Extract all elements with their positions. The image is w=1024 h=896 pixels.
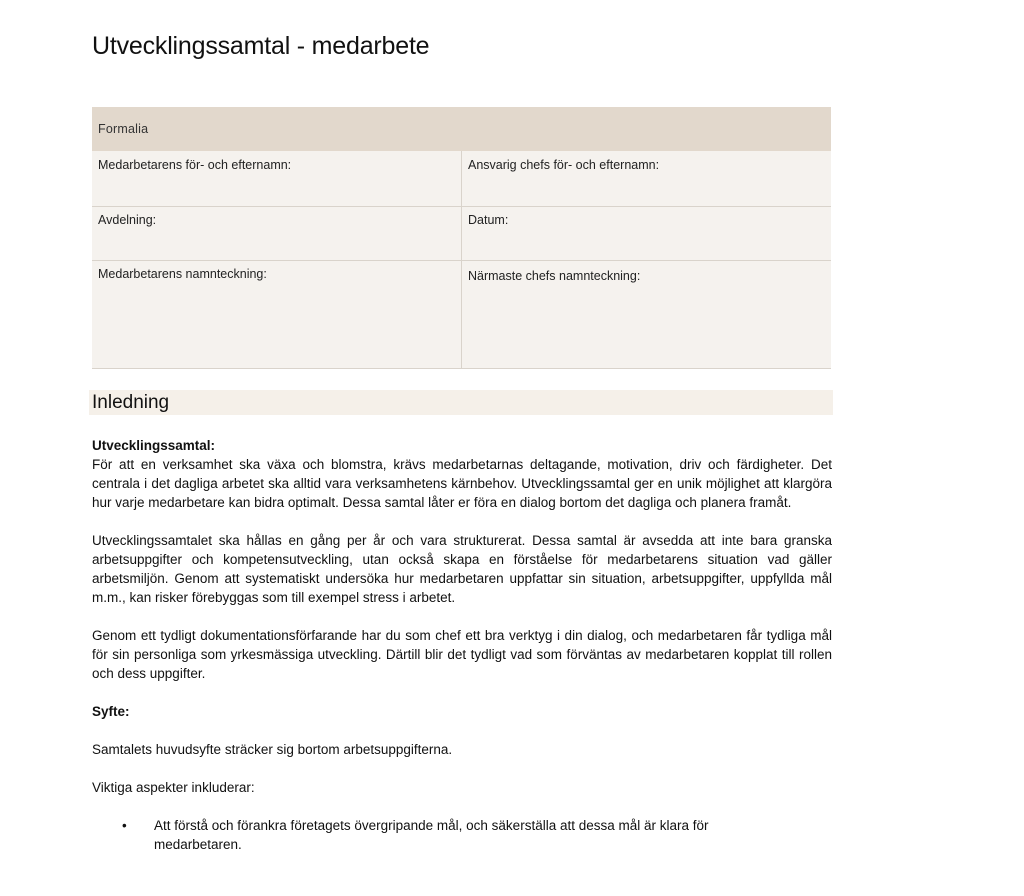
paragraph: Utvecklingssamtalet ska hållas en gång per år och vara strukturerat. Dessa samtal är avsedda att inte bara granska arbetsuppgifter och kompetensutveckling, utan också skapa en förståelse för medarbetarens situation vad gäller arbetsmiljön. Genom att systematiskt undersöka hur medarbetaren uppfattar sin situation, arbetsuppgifter, uppfyllda mål m.m., kan risker förebyggas som till exempel stress i arbetet.: [92, 533, 832, 605]
paragraph: För att en verksamhet ska växa och blomstra, krävs medarbetarnas deltagande, motivation, driv och färdigheter. Det centrala i det dagliga arbetet ska alltid vara verksamhetens kärnbehov. Utvecklingssamtal ger en unik möjlighet att klargöra hur varje medarbetare kan bidra optimalt. Dessa samtal låter er föra en dialog bortom det dagliga och planera framåt.: [92, 457, 832, 510]
formalia-row: [92, 260, 831, 368]
paragraph: Genom ett tydligt dokumentationsförfarande har du som chef ett bra verktyg i din dialog, och medarbetaren får tydliga mål för sin personliga som yrkesmässiga utveckling. Därtill blir det tydligt vad som förväntas av medarbetaren kopplat till rollen och dess uppgifter.: [92, 628, 832, 681]
list-item: [92, 816, 764, 854]
section-heading-inledning: Inledning: [92, 392, 170, 413]
aspects-list: [92, 816, 832, 854]
field-manager-signature[interactable]: [462, 260, 832, 368]
formalia-row: [92, 151, 831, 206]
subheading-utvecklingssamtal: Utvecklingssamtal:: [92, 438, 216, 453]
field-employee-name[interactable]: Medarbetarens för- och efternamn:: [92, 151, 462, 206]
list-item-text: Att förstå och förankra företagets övergripande mål, och säkerställa att dessa mål är klara för medarbetaren.: [154, 818, 709, 852]
formalia-row: [92, 206, 831, 260]
document-title: Utvecklingssamtal - medarbete: [92, 32, 430, 60]
field-employee-signature[interactable]: Medarbetarens namnteckning:: [92, 260, 462, 368]
paragraph: Viktiga aspekter inkluderar:: [92, 780, 255, 795]
formalia-header-row: [92, 107, 831, 151]
field-manager-signature-label: Närmaste chefs namnteckning:: [468, 268, 641, 283]
section-heading-band: [89, 390, 833, 415]
field-manager-name[interactable]: Ansvarig chefs för- och efternamn:: [462, 151, 832, 206]
formalia-table: [92, 107, 831, 369]
subheading-syfte: Syfte:: [92, 704, 130, 719]
field-date[interactable]: Datum:: [462, 206, 832, 260]
paragraph: Samtalets huvudsyfte sträcker sig bortom arbetsuppgifterna.: [92, 742, 453, 757]
formalia-header: Formalia: [92, 107, 831, 151]
document-body: [92, 436, 832, 854]
field-department[interactable]: Avdelning:: [92, 206, 462, 260]
bullet-icon: •: [122, 818, 127, 833]
